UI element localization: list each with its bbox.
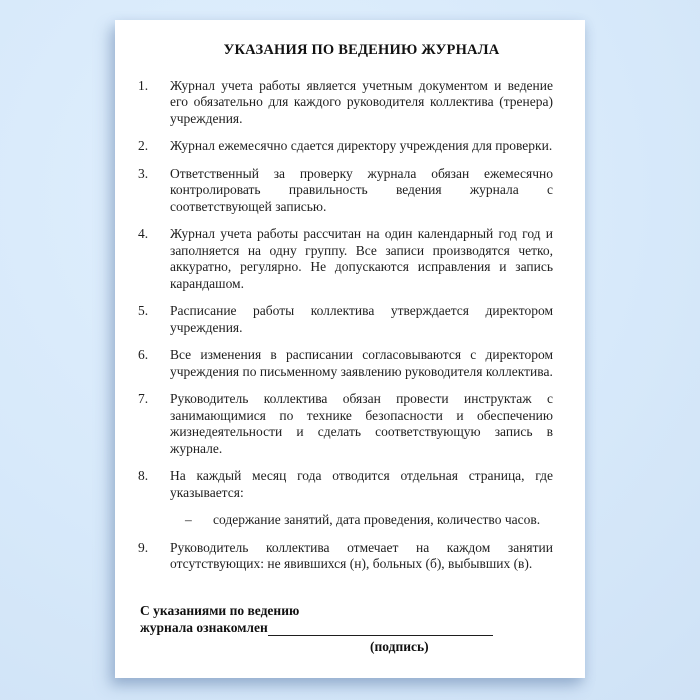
list-item — [138, 468, 553, 529]
item-text: Журнал учета работы рассчитан на один календарный год год и заполняется на одну группу. Все записи производятся четко, аккуратно, регулярно. Не допускаются исправления и запись карандашом. — [170, 226, 553, 291]
signature-text-line2: журнала ознакомлен — [140, 619, 268, 635]
item-text: Все изменения в расписании согласовываются с директором учреждения по письменному заявлению руководителя коллектива. — [170, 347, 553, 379]
document-title: УКАЗАНИЯ ПО ВЕДЕНИЮ ЖУРНАЛА — [223, 42, 500, 58]
item-text: Журнал ежемесячно сдается директору учреждения для проверки. — [170, 138, 553, 153]
instructions-list — [138, 78, 553, 573]
document-content — [115, 20, 585, 655]
item-number: 7. — [138, 391, 149, 406]
list-item — [138, 78, 553, 128]
item-number: 1. — [138, 77, 149, 93]
item-number: 8. — [138, 468, 149, 483]
item-text: Журнал учета работы является учетным документом и ведение его обязательно для каждого руководителя коллектива (тренера) учреждения. — [170, 77, 553, 126]
item-number: 3. — [138, 165, 149, 181]
list-item — [138, 138, 553, 155]
list-item — [138, 540, 553, 573]
list-item — [138, 226, 553, 292]
item-number: 9. — [138, 539, 149, 555]
signature-caption: (подпись) — [370, 638, 429, 654]
item-number: 5. — [138, 303, 149, 318]
sub-item-dash: – — [185, 512, 192, 527]
sub-item — [185, 512, 553, 529]
list-item — [138, 303, 553, 336]
item-text: Руководитель коллектива отмечает на каждом занятии отсутствующих: не явившихся (н), больных (б), выбывших (в). — [170, 539, 553, 571]
item-text: Руководитель коллектива обязан провести инструктаж с занимающимися по технике безопасности и обеспечению жизнедеятельности и сделать соответствующую запись в журнале. — [170, 391, 553, 456]
item-text: Расписание работы коллектива утверждается директором учреждения. — [170, 303, 553, 335]
item-text: Ответственный за проверку журнала обязан ежемесячно контролировать правильность ведения журнала с соответствующей записью. — [170, 165, 553, 214]
sub-item-text: содержание занятий, дата проведения, количество часов. — [213, 512, 541, 527]
item-number: 6. — [138, 347, 149, 362]
list-item — [138, 166, 553, 216]
list-item — [138, 391, 553, 457]
item-number: 2. — [138, 138, 149, 153]
signature-block — [140, 602, 493, 655]
list-item — [138, 347, 553, 380]
item-text: На каждый месяц года отводится отдельная страница, где указывается: – содержание занятий, дата проведения, количество часов. — [170, 468, 553, 527]
document-page — [115, 20, 585, 678]
signature-text-line1: С указаниями по ведению — [140, 602, 300, 618]
signature-line — [268, 621, 493, 636]
item-number: 4. — [138, 226, 149, 241]
signature-row — [140, 619, 493, 636]
